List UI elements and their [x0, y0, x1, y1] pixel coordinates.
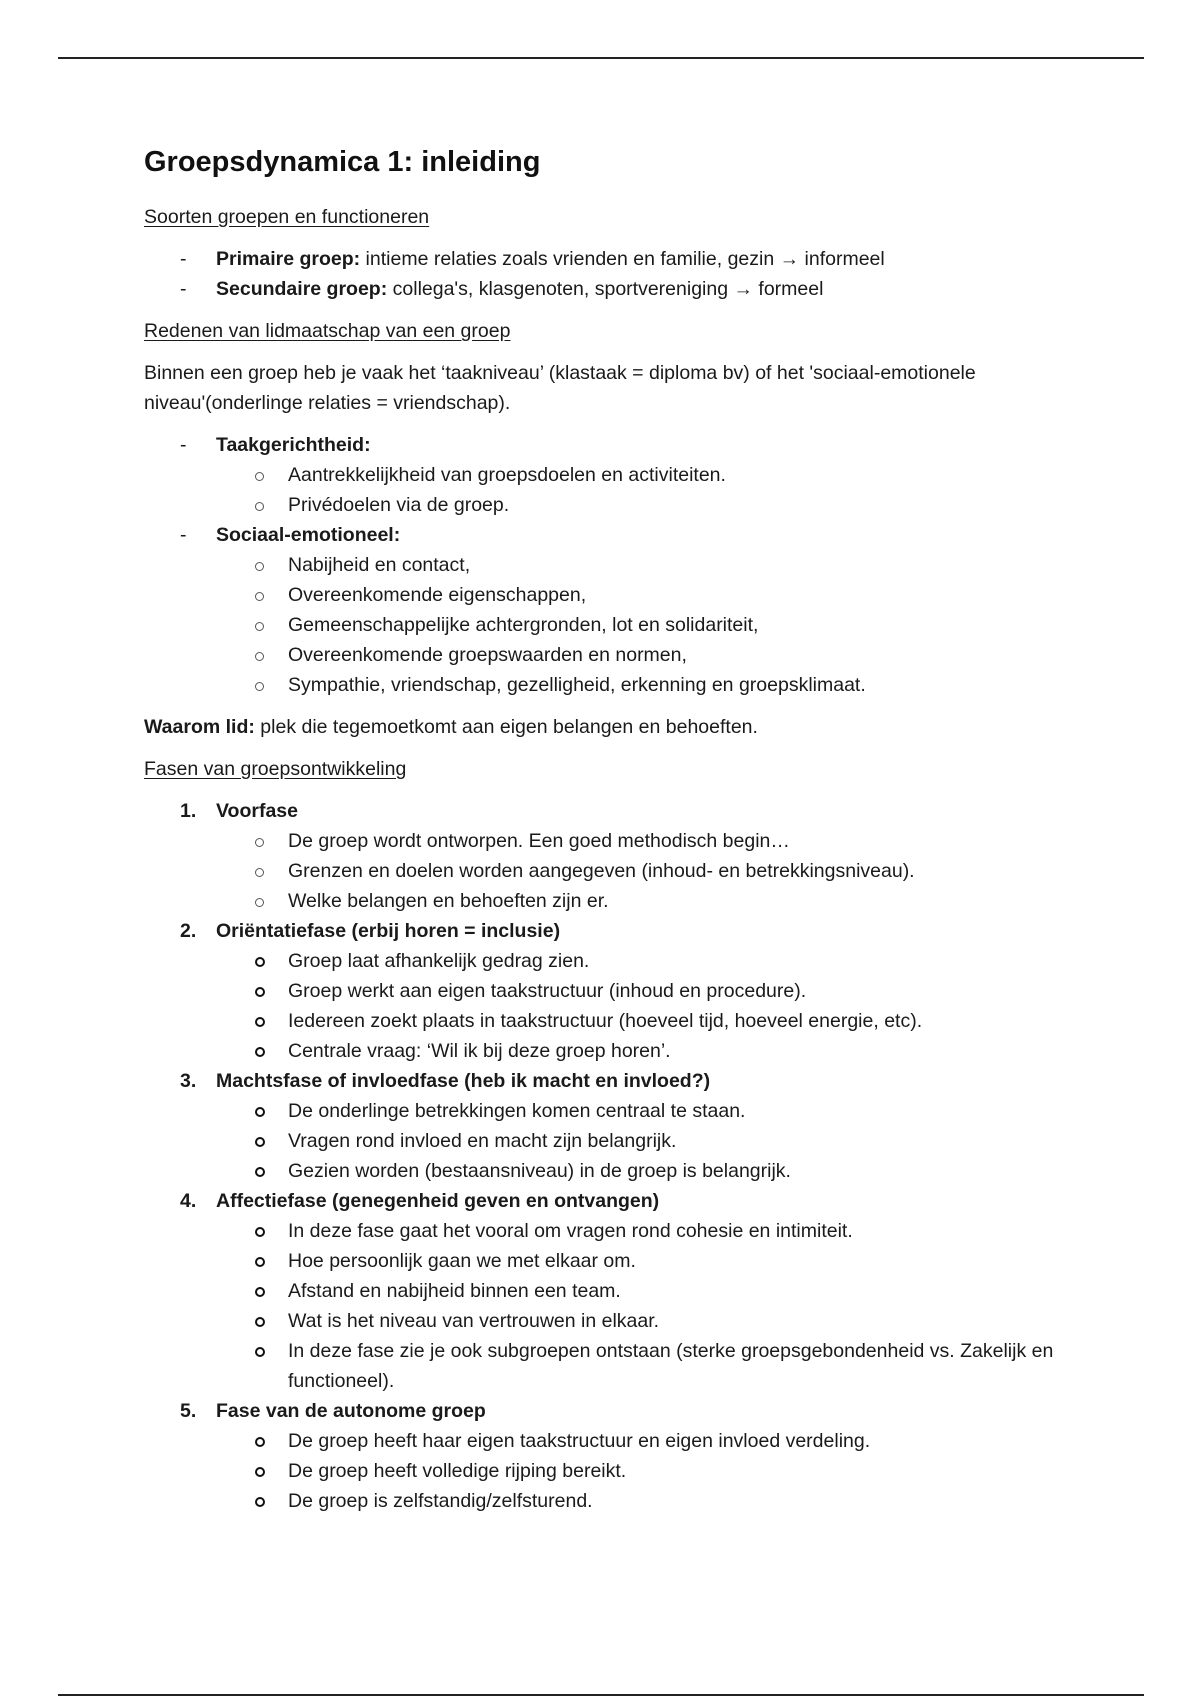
phase-label: Machtsfase of invloedfase (heb ik macht en invloed?): [216, 1070, 711, 1092]
footer-rule: [58, 1694, 1144, 1696]
sub-item-text: Overeenkomende groepswaarden en normen,: [288, 644, 687, 666]
circle-bullet-icon: [255, 1137, 265, 1147]
circle-bullet-icon: [255, 622, 264, 631]
groep-types-list: [144, 244, 1064, 304]
sub-item-text: Gemeenschappelijke achtergronden, lot en solidariteit,: [288, 614, 759, 636]
dash-bullet: -: [180, 524, 187, 546]
list-item: [144, 520, 1064, 550]
sub-item-text: Hoe persoonlijk gaan we met elkaar om.: [288, 1250, 636, 1272]
waarom-lid-paragraph: [144, 712, 1064, 742]
sub-item-text: Aantrekkelijkheid van groepsdoelen en activiteiten.: [288, 464, 726, 486]
phase-label: Oriëntatiefase (erbij horen = inclusie): [216, 920, 561, 942]
circle-bullet-icon: [255, 898, 264, 907]
sub-list-item: [144, 1096, 1064, 1126]
sub-item-text: De groep heeft volledige rijping bereikt.: [288, 1460, 627, 1482]
section-heading-redenen: Redenen van lidmaatschap van een groep: [144, 320, 511, 342]
circle-bullet-icon: [255, 1347, 265, 1357]
sub-item-text: Groep werkt aan eigen taakstructuur (inhoud en procedure).: [288, 980, 807, 1002]
sub-item-text: Sympathie, vriendschap, gezelligheid, erkenning en groepsklimaat.: [288, 674, 866, 696]
list-item: [144, 274, 1064, 304]
definition: intieme relaties zoals vrienden en familie, gezin → informeel: [360, 248, 885, 270]
reasons-list: [144, 430, 1064, 700]
sub-list-item: [144, 946, 1064, 976]
sub-list-item: [144, 550, 1064, 580]
circle-bullet-icon: [255, 592, 264, 601]
definition: plek die tegemoetkomt aan eigen belangen en behoeften.: [254, 716, 758, 738]
phase-label: Voorfase: [216, 800, 298, 822]
circle-bullet-icon: [255, 562, 264, 571]
circle-bullet-icon: [255, 1497, 265, 1507]
phase-item: [144, 1396, 1064, 1426]
sub-item-text: Wat is het niveau van vertrouwen in elkaar.: [288, 1310, 660, 1332]
dash-bullet: -: [180, 278, 187, 300]
circle-bullet-icon: [255, 1047, 265, 1057]
circle-bullet-icon: [255, 868, 264, 877]
phases-list: [144, 796, 1064, 1516]
definition: collega's, klasgenoten, sportvereniging → formeel: [387, 278, 824, 300]
sub-list-item: [144, 1156, 1064, 1186]
sub-item-text: Nabijheid en contact,: [288, 554, 471, 576]
sub-item-text: Vragen rond invloed en macht zijn belangrijk.: [288, 1130, 677, 1152]
phase-number: 5.: [180, 1400, 197, 1422]
sub-item-text: In deze fase zie je ook subgroepen ontstaan (sterke groepsgebondenheid vs. Zakelijk en functioneel).: [288, 1340, 1054, 1392]
circle-bullet-icon: [255, 1467, 265, 1477]
sub-item-text: Gezien worden (bestaansniveau) in de groep is belangrijk.: [288, 1160, 791, 1182]
circle-bullet-icon: [255, 652, 264, 661]
sub-list-item: [144, 1336, 1064, 1396]
document-body: [144, 142, 1064, 1528]
circle-bullet-icon: [255, 957, 265, 967]
sub-item-text: Grenzen en doelen worden aangegeven (inhoud- en betrekkingsniveau).: [288, 860, 915, 882]
sub-item-text: Privédoelen via de groep.: [288, 494, 510, 516]
sub-list-item: [144, 580, 1064, 610]
sub-list-item: [144, 1306, 1064, 1336]
sub-item-text: Welke belangen en behoeften zijn er.: [288, 890, 609, 912]
group-label: Taakgerichtheid:: [216, 434, 371, 456]
sub-item-text: De groep wordt ontworpen. Een goed methodisch begin…: [288, 830, 790, 852]
sub-list-item: [144, 1006, 1064, 1036]
sub-list-item: [144, 826, 1064, 856]
circle-bullet-icon: [255, 838, 264, 847]
sub-item-text: Centrale vraag: ‘Wil ik bij deze groep horen’.: [288, 1040, 671, 1062]
circle-bullet-icon: [255, 472, 264, 481]
circle-bullet-icon: [255, 1287, 265, 1297]
phase-label: Fase van de autonome groep: [216, 1400, 486, 1422]
sub-list-item: [144, 1276, 1064, 1306]
sub-list-item: [144, 490, 1064, 520]
list-item: [144, 244, 1064, 274]
sub-item-text: De groep is zelfstandig/zelfsturend.: [288, 1490, 593, 1512]
sub-list-item: [144, 976, 1064, 1006]
circle-bullet-icon: [255, 1257, 265, 1267]
sub-list-item: [144, 640, 1064, 670]
intro-paragraph: Binnen een groep heb je vaak het ‘taakniveau’ (klastaak = diploma bv) of het 'sociaal-emotionele niveau'(onderlinge relaties = vriendschap).: [144, 362, 976, 414]
sub-item-text: Afstand en nabijheid binnen een team.: [288, 1280, 621, 1302]
phase-label: Affectiefase (genegenheid geven en ontvangen): [216, 1190, 660, 1212]
sub-list-item: [144, 670, 1064, 700]
sub-list-item: [144, 1126, 1064, 1156]
header-rule: [58, 57, 1144, 59]
dash-bullet: -: [180, 248, 187, 270]
phase-item: [144, 916, 1064, 946]
circle-bullet-icon: [255, 1017, 265, 1027]
sub-list-item: [144, 1486, 1064, 1516]
sub-list-item: [144, 1036, 1064, 1066]
phase-number: 2.: [180, 920, 197, 942]
phase-item: [144, 796, 1064, 826]
term: Primaire groep:: [216, 248, 361, 270]
circle-bullet-icon: [255, 502, 264, 511]
sub-list-item: [144, 1246, 1064, 1276]
phase-item: [144, 1186, 1064, 1216]
phase-number: 3.: [180, 1070, 197, 1092]
phase-number: 4.: [180, 1190, 197, 1212]
circle-bullet-icon: [255, 1437, 265, 1447]
page-title: Groepsdynamica 1: inleiding: [144, 146, 541, 178]
dash-bullet: -: [180, 434, 187, 456]
section-heading-fasen: Fasen van groepsontwikkeling: [144, 758, 407, 780]
sub-list-item: [144, 886, 1064, 916]
sub-list-item: [144, 460, 1064, 490]
sub-item-text: De groep heeft haar eigen taakstructuur en eigen invloed verdeling.: [288, 1430, 871, 1452]
circle-bullet-icon: [255, 1227, 265, 1237]
sub-list-item: [144, 1426, 1064, 1456]
list-item: [144, 430, 1064, 460]
sub-item-text: De onderlinge betrekkingen komen centraal te staan.: [288, 1100, 746, 1122]
phase-item: [144, 1066, 1064, 1096]
circle-bullet-icon: [255, 1317, 265, 1327]
sub-item-text: Groep laat afhankelijk gedrag zien.: [288, 950, 590, 972]
term: Secundaire groep:: [216, 278, 388, 300]
section-heading-soorten: Soorten groepen en functioneren: [144, 206, 430, 228]
circle-bullet-icon: [255, 1167, 265, 1177]
sub-item-text: In deze fase gaat het vooral om vragen rond cohesie en intimiteit.: [288, 1220, 853, 1242]
circle-bullet-icon: [255, 987, 265, 997]
circle-bullet-icon: [255, 682, 264, 691]
sub-item-text: Iedereen zoekt plaats in taakstructuur (hoeveel tijd, hoeveel energie, etc).: [288, 1010, 923, 1032]
phase-number: 1.: [180, 800, 197, 822]
sub-list-item: [144, 1216, 1064, 1246]
term: Waarom lid:: [144, 716, 255, 738]
circle-bullet-icon: [255, 1107, 265, 1117]
sub-item-text: Overeenkomende eigenschappen,: [288, 584, 587, 606]
sub-list-item: [144, 1456, 1064, 1486]
sub-list-item: [144, 856, 1064, 886]
group-label: Sociaal-emotioneel:: [216, 524, 401, 546]
sub-list-item: [144, 610, 1064, 640]
